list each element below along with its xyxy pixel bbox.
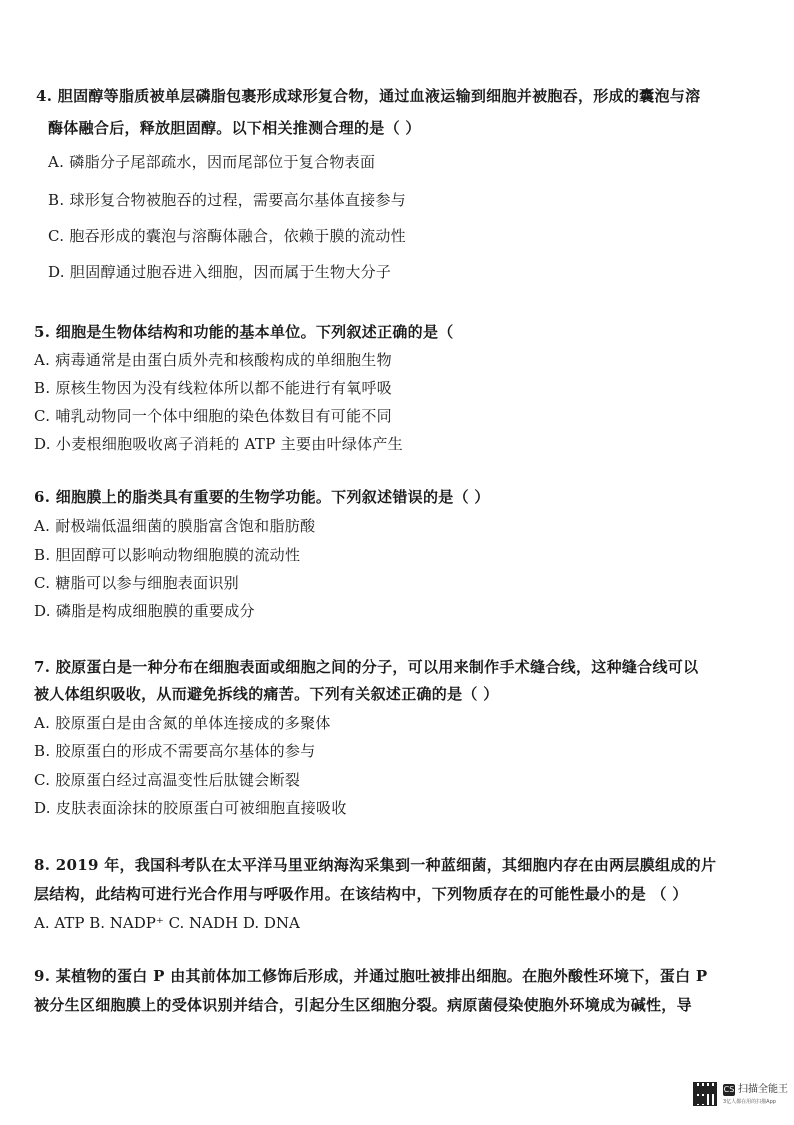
question-4-option-d: D. 胆固醇通过胞吞进入细胞，因而属于生物大分子 xyxy=(48,263,392,281)
watermark-name: 扫描全能王 xyxy=(738,1084,788,1095)
cs-scanner-icon: CS xyxy=(723,1085,735,1094)
question-8-stem-line-2: 层结构，此结构可进行光合作用与呼吸作用。在该结构中，下列物质存在的可能性最小的是 （ ） xyxy=(34,885,688,903)
question-6-option-d: D. 磷脂是构成细胞膜的重要成分 xyxy=(34,602,255,620)
question-8-stem-line-1: 8. 2019 年，我国科考队在太平洋马里亚纳海沟采集到一种蓝细菌，其细胞内存在由两层膜组成的片 xyxy=(34,856,717,874)
question-5-stem: 5. 细胞是生物体结构和功能的基本单位。下列叙述正确的是（ xyxy=(34,323,454,341)
question-4-option-b: B. 球形复合物被胞吞的过程，需要高尔基体直接参与 xyxy=(48,191,407,209)
question-5-option-d: D. 小麦根细胞吸收离子消耗的 ATP 主要由叶绿体产生 xyxy=(34,435,404,453)
question-4-option-c: C. 胞吞形成的囊泡与溶酶体融合，依赖于膜的流动性 xyxy=(48,227,406,245)
question-7-option-c: C. 胶原蛋白经过高温变性后肽键会断裂 xyxy=(34,771,301,789)
question-6-stem: 6. 细胞膜上的脂类具有重要的生物学功能。下列叙述错误的是（ ） xyxy=(34,488,490,506)
question-7-option-d: D. 皮肤表面涂抹的胶原蛋白可被细胞直接吸收 xyxy=(34,799,347,817)
question-5-option-c: C. 哺乳动物同一个体中细胞的染色体数目有可能不同 xyxy=(34,407,392,425)
question-9-stem-line-2: 被分生区细胞膜上的受体识别并结合，引起分生区细胞分裂。病原菌侵染使胞外环境成为碱性，导 xyxy=(34,996,692,1014)
question-7-option-b: B. 胶原蛋白的形成不需要高尔基体的参与 xyxy=(34,742,316,760)
question-4-stem-line-2: 酶体融合后，释放胆固醇。以下相关推测合理的是（ ） xyxy=(48,119,421,137)
question-9-stem-line-1: 9. 某植物的蛋白 P 由其前体加工修饰后形成，并通过胞吐被排出细胞。在胞外酸性环境下，蛋白 P xyxy=(34,967,708,985)
question-6-option-a: A. 耐极端低温细菌的膜脂富含饱和脂肪酸 xyxy=(34,517,316,535)
question-5-option-b: B. 原核生物因为没有线粒体所以都不能进行有氧呼吸 xyxy=(34,379,393,397)
question-8-options: A. ATP B. NADP⁺ C. NADH D. DNA xyxy=(34,914,300,932)
question-7-stem-line-1: 7. 胶原蛋白是一种分布在细胞表面或细胞之间的分子，可以用来制作手术缝合线，这种缝合线可以 xyxy=(34,658,699,676)
question-4-stem-line-1: 4. 胆固醇等脂质被单层磷脂包裹形成球形复合物，通过血液运输到细胞并被胞吞，形成的囊泡与溶 xyxy=(36,87,701,105)
question-6-option-b: B. 胆固醇可以影响动物细胞膜的流动性 xyxy=(34,546,301,564)
question-5-option-a: A. 病毒通常是由蛋白质外壳和核酸构成的单细胞生物 xyxy=(34,351,392,369)
watermark-subtitle: 3亿人都在用的扫描App xyxy=(723,1099,776,1105)
question-6-option-c: C. 糖脂可以参与细胞表面识别 xyxy=(34,574,239,592)
question-4-option-a: A. 磷脂分子尾部疏水，因而尾部位于复合物表面 xyxy=(48,153,376,171)
question-7-option-a: A. 胶原蛋白是由含氮的单体连接成的多聚体 xyxy=(34,714,331,732)
scanner-watermark xyxy=(693,1082,788,1110)
qr-code-icon xyxy=(693,1082,717,1106)
question-7-stem-line-2: 被人体组织吸收，从而避免拆线的痛苦。下列有关叙述正确的是（ ） xyxy=(34,685,499,703)
